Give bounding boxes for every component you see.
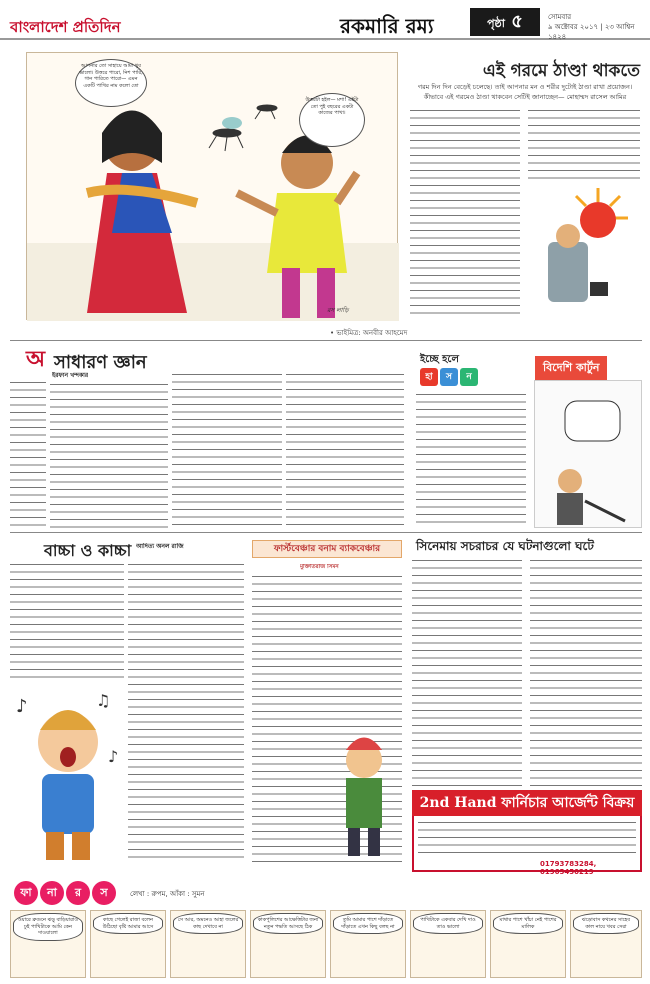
hasun-jokes bbox=[416, 392, 526, 528]
asadharan-byline: ইরফান খন্দকার bbox=[52, 372, 89, 379]
bachcha-byline: আদিত্য অনল রাজি bbox=[136, 543, 184, 550]
strip-bubble-7: মাথার পাশে খাঁচা নেই পাশের মালিক bbox=[493, 913, 563, 934]
asadharan-initial: অ bbox=[26, 346, 46, 372]
music-note-icon bbox=[12, 682, 124, 862]
fanaras-letter-1: ফা bbox=[14, 881, 38, 905]
bachcha-headline: বাচ্চা ও কাচ্চা bbox=[44, 541, 132, 560]
strip-panel-3 bbox=[170, 910, 246, 978]
strip-panel-8 bbox=[570, 910, 642, 978]
cartoonist-signature: রস লাড়ি bbox=[327, 307, 349, 314]
fanaras-letter-3: র bbox=[66, 881, 90, 905]
strip-bubble-5: তুমি আমার পাশে দাঁড়াতে দাঁড়াতে এখন কিছু বলছ না bbox=[333, 913, 403, 934]
strip-panel-2 bbox=[90, 910, 166, 978]
strip-panel-4 bbox=[250, 910, 326, 978]
strip-panel-1 bbox=[10, 910, 86, 978]
asadharan-column-1 bbox=[50, 382, 168, 528]
main-cartoon bbox=[26, 52, 398, 320]
strip-bubble-4: কাকপুলিশের আক্ষেত্তিটার জন্য নতুন পদ্ধতি আসছে ঠিক bbox=[253, 913, 323, 934]
strip-panel-7 bbox=[490, 910, 566, 978]
page-label: পৃষ্ঠা bbox=[487, 17, 505, 30]
strip-bubble-2: কাছে গেলেই রাজা বলেন উঠিছো বৃষ্টি আমার আসে bbox=[93, 913, 163, 934]
feature-column-2 bbox=[528, 108, 640, 180]
brand-logo: বাংলাদেশ প্রতিদিন bbox=[10, 18, 121, 36]
asadharan-column-2 bbox=[172, 372, 282, 528]
sun-illustration bbox=[528, 182, 640, 318]
foreign-cartoon-title: বিদেশি কার্টুন bbox=[535, 356, 607, 381]
foreign-cartoon-illustration bbox=[535, 381, 643, 529]
strip-bubble-6: পাখিটাকে একবার দেখি দাও তাও ভালো bbox=[413, 913, 483, 934]
section-title: রকমারি রম্য bbox=[340, 14, 434, 38]
foreign-cartoon bbox=[534, 380, 642, 528]
bachcha-column-1 bbox=[10, 562, 124, 678]
asadharan-sidebar bbox=[10, 380, 46, 530]
page-number-badge bbox=[470, 8, 540, 36]
bachcha-column-2 bbox=[128, 562, 244, 862]
issue-date bbox=[548, 12, 648, 42]
bench-headline: ফার্স্টবেঞ্চার বনাম ব্যাকবেঞ্চার bbox=[252, 540, 402, 558]
speech-bubble-woman: আপনার তো সাহায়ে আমা খুব ভালো। উত্তরে পারো, নিশ পারি, গান পারিতে পারো— এমন একটি পাখির নাম কলো তো bbox=[75, 59, 147, 107]
svg-text:♪: ♪ bbox=[16, 696, 28, 717]
furniture-ad-phone: 01793783284, 01965450219 bbox=[540, 860, 597, 876]
student-illustration bbox=[326, 730, 402, 860]
hot-sun-icon bbox=[528, 182, 640, 318]
page-number: ৫ bbox=[511, 11, 523, 32]
svg-text:♫: ♫ bbox=[96, 691, 111, 710]
singing-boy-illustration bbox=[12, 682, 124, 862]
feature-column-1 bbox=[410, 108, 520, 318]
fanaras-letter-4: স bbox=[92, 881, 116, 905]
fanaras-credit: লেখা : রুপম, আঁকা : সুমন bbox=[130, 890, 205, 898]
feature-intro: গরম দিন দিন বেড়েই চলেছে। তাই আপনার মন ও শরীর দুটোই ঠাণ্ডা রাখা প্রয়োজন। কীভাবে এই গরমেও ঠাণ্ডা থাকবেন সেটিই জানাচ্ছেন— মোহাম্মদ রাসেল আমির bbox=[417, 83, 633, 101]
feature-headline: এই গরমে ঠাণ্ডা থাকতে bbox=[482, 61, 640, 81]
bench-byline: মুক্তিতিরাজ সিমন bbox=[300, 564, 339, 570]
svg-text:♪: ♪ bbox=[108, 747, 119, 766]
furniture-ad-title: 2nd Hand ফার্নিচার আর্জেন্ট বিক্রয় bbox=[412, 790, 642, 816]
asadharan-column-3 bbox=[286, 372, 404, 528]
section-divider bbox=[10, 340, 642, 341]
section-divider-2 bbox=[10, 532, 642, 533]
strip-panel-5 bbox=[330, 910, 406, 978]
strip-bubble-1: ওয়ারে ব্রুগুনে ঝড়ু বাড়িয়ারাও ঢুই পাখিটাকে আমি কেন দাওয়ালো bbox=[13, 913, 83, 941]
cinema-column-1 bbox=[412, 558, 522, 786]
cinema-column-2 bbox=[530, 558, 642, 786]
strip-panel-6 bbox=[410, 910, 486, 978]
cinema-headline: সিনেমায় সচরাচর যে ঘটনাগুলো ঘটে bbox=[416, 539, 594, 553]
student-icon bbox=[326, 730, 402, 860]
issue-date-text: ৯ অক্টোবর ২০১৭ | ২৩ আশ্বিন ১৪২৪ bbox=[548, 23, 635, 41]
furniture-ad-body bbox=[418, 820, 636, 858]
hasun-letter-1: হা bbox=[420, 368, 438, 386]
cartoon-credit: • ভাইমিত্র: অনবীর আহমেদ bbox=[330, 329, 408, 337]
strip-bubble-3: সে আর, অমনেও আহা জলের কাছ দেখাবে না bbox=[173, 913, 243, 934]
hasun-letter-2: স bbox=[440, 368, 458, 386]
speech-bubble-man: উত্তরটা হইল— মশা! এইটা তো পুই বছরের একটা কাজের পাখা। bbox=[299, 93, 365, 147]
hasun-title: ইচ্ছে হলে bbox=[420, 354, 459, 365]
fanaras-letter-2: না bbox=[40, 881, 64, 905]
asadharan-headline: সাধারণ জ্ঞান bbox=[54, 352, 147, 373]
hasun-letter-3: ন bbox=[460, 368, 478, 386]
issue-day: সোমবার bbox=[548, 13, 572, 21]
strip-bubble-8: ঝড়োবাস কথনের সাহেব কাল নায়ে খবর সেরা bbox=[573, 913, 639, 934]
